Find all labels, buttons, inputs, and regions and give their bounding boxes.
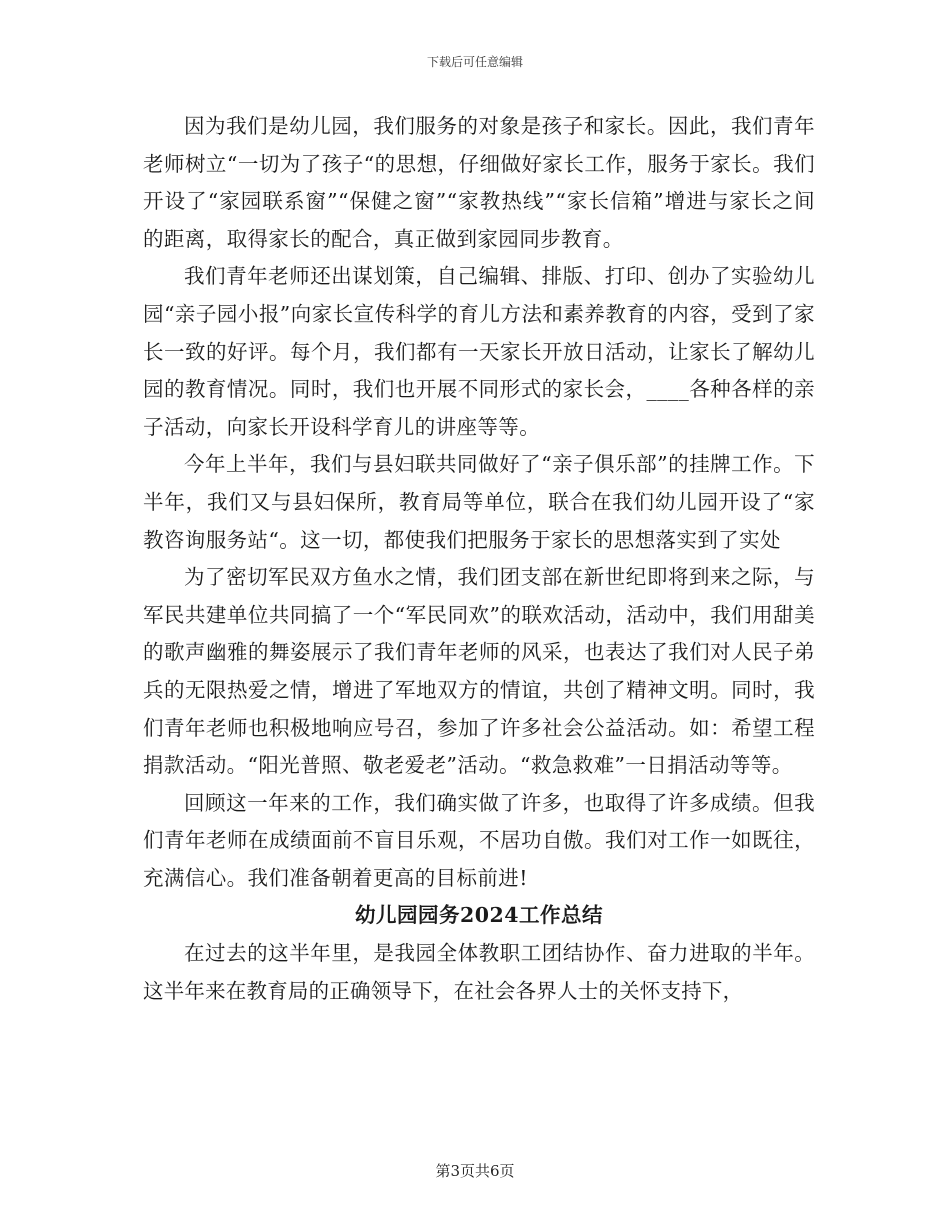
section-title: 幼儿园园务2024工作总结 — [354, 903, 604, 928]
paragraph-parent-club: 今年上半年，我们与县妇联共同做好了“亲子俱乐部”的挂牌工作。下半年，我们又与县妇保所，教育局等单位，联合在我们幼儿园开设了“家教咨询服务站“。这一切，都使我们把服务于家长的思想落实到了实处 — [143, 452, 815, 552]
page-header-note: 下载后可任意编辑 — [426, 55, 523, 69]
paragraph-military-civilian: 为了密切军民双方鱼水之情，我们团支部在新世纪即将到来之际，与军民共建单位共同搞了一个“军民同欢”的联欢活动，活动中，我们用甜美的歌声幽雅的舞姿展示了我们青年老师的风采，也表达了我们对人民子弟兵的无限热爱之情，增进了军地双方的情谊，共创了精神文明。同时，我们青年老师也积极地响应号召，参加了许多社会公益活动。如：希望工程捐款活动。“阳光普照、敬老爱老”活动。“救急救难”一日捐活动等等。 — [143, 565, 815, 778]
paragraph-review: 回顾这一年来的工作，我们确实做了许多，也取得了许多成绩。但我们青年老师在成绩面前不盲目乐观，不居功自傲。我们对工作一如既往，充满信心。我们准备朝着更高的目标前进! — [143, 790, 815, 890]
page-number-footer: 第3页共6页 — [435, 1162, 515, 1180]
paragraph-newsletter: 我们青年老师还出谋划策，自己编辑、排版、打印、创办了实验幼儿园“亲子园小报”向家长宣传科学的育儿方法和素养教育的内容，受到了家长一致的好评。每个月，我们都有一天家长开放日活动，让家长了解幼儿园的教育情况。同时，我们也开展不同形式的家长会，____各种各样的亲子活动，向家长开设科学育儿的讲座等等。 — [143, 264, 815, 439]
paragraph-parent-service: 因为我们是幼儿园，我们服务的对象是孩子和家长。因此，我们青年老师树立“一切为了孩子“的思想，仔细做好家长工作，服务于家长。我们开设了“家园联系窗”“保健之窗”“家教热线”“家长信箱”增进与家长之间的距离，取得家长的配合，真正做到家园同步教育。 — [143, 114, 815, 251]
paragraph-summary-intro: 在过去的这半年里，是我园全体教职工团结协作、奋力进取的半年。这半年来在教育局的正确领导下，在社会各界人士的关怀支持下， — [143, 941, 815, 1003]
document-body — [143, 108, 815, 1010]
